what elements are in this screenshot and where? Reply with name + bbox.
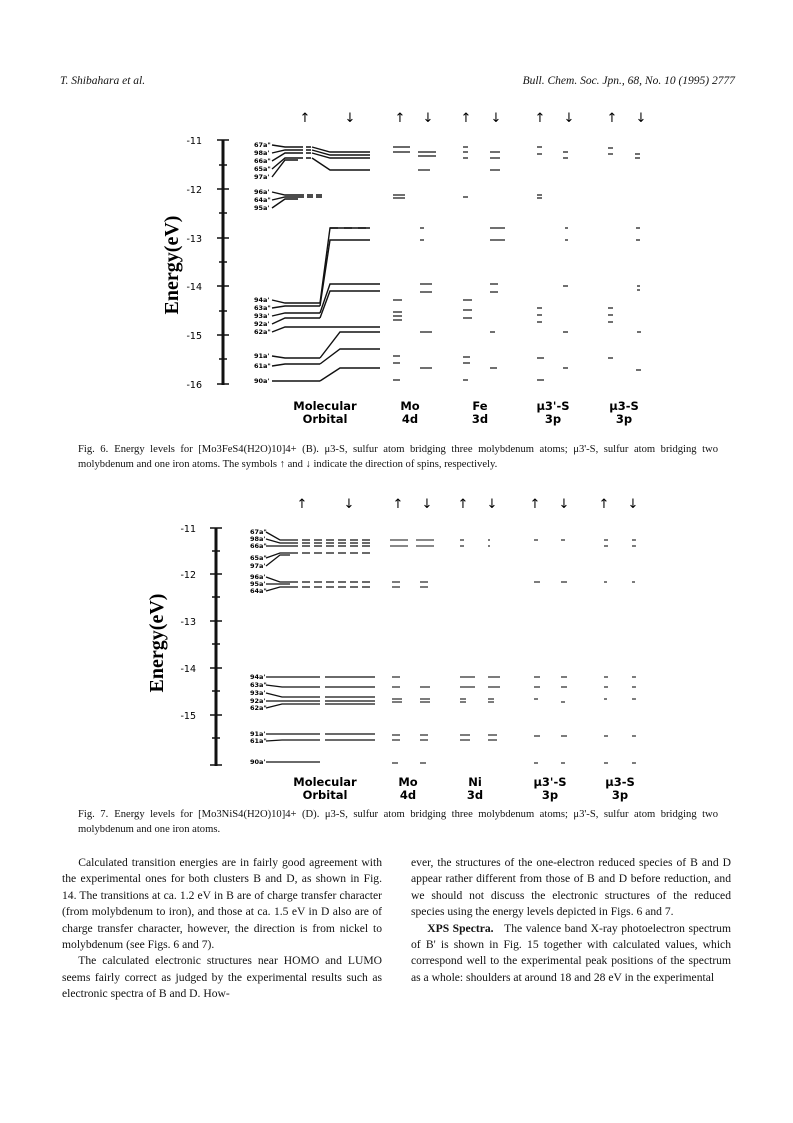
y-tick-label: -13 <box>186 234 202 245</box>
orbital-label: 98a' <box>254 149 270 157</box>
column-label: Ni <box>468 775 482 789</box>
column-label: Orbital <box>302 412 348 426</box>
orbital-label: 98a' <box>250 535 266 543</box>
column-label: Molecular <box>293 775 357 789</box>
spin-arrows <box>297 497 639 512</box>
running-header-left: T. Shibahara et al. <box>60 75 146 87</box>
orbital-label: 92a' <box>250 697 266 705</box>
column-label: μ3-S <box>605 775 635 789</box>
spin-down-arrow: ↓ <box>490 111 502 126</box>
column-label: Molecular <box>293 399 357 413</box>
orbital-label: 91a' <box>250 730 266 738</box>
orbital-label: 62a" <box>250 704 267 712</box>
figure-6-energy-diagram <box>0 100 793 440</box>
orbital-label: 61a" <box>254 362 271 370</box>
figure-7-energy-diagram <box>0 488 793 808</box>
column-label: Orbital <box>302 788 348 802</box>
spin-up-arrow: ↑ <box>606 111 618 126</box>
orbital-label: 97a' <box>254 173 270 181</box>
spin-up-arrow: ↑ <box>598 497 610 512</box>
running-header-right: Bull. Chem. Soc. Jpn., 68, No. 10 (1995) 2777 <box>522 75 735 87</box>
column-label: μ3-S <box>609 399 639 413</box>
paragraph: Calculated transition energies are in fairly good agreement with the experimental ones for both clusters B and D, as shown in Fig. 14. The transitions at ca. 1.2 eV in B are of charge transfer character (from molybdenum to iron), and those at ca. 1.5 eV in D also are of charge transfer character, however, the direction is from nickel to molybdenum (see Figs. 6 and 7). <box>62 856 382 952</box>
orbital-label: 67a" <box>250 528 267 536</box>
spin-up-arrow: ↑ <box>299 111 311 126</box>
orbital-label: 95a' <box>250 580 266 588</box>
energy-level-lines <box>272 145 641 381</box>
y-tick-label: -15 <box>186 331 202 342</box>
column-label: 3d <box>466 788 484 802</box>
orbital-label: 92a' <box>254 320 270 328</box>
paragraph: ever, the structures of the one-electron reduced species of B and D appear rather different from those of B and D before reduction, and we should not discuss the electronic structures of the reduced species using the energy levels depicted in Figs. 6 and 7. <box>411 856 731 919</box>
y-tick-label: -11 <box>186 136 202 147</box>
spin-down-arrow: ↓ <box>486 497 498 512</box>
body-column-right <box>411 855 731 986</box>
orbital-labels <box>250 528 267 766</box>
column-label: Fe <box>472 399 488 413</box>
column-labels <box>293 399 639 426</box>
orbital-label: 90a' <box>250 758 266 766</box>
column-label: 3d <box>471 412 489 426</box>
column-label: 3p <box>615 412 633 426</box>
caption-text: Energy levels for [Mo3NiS4(H2O)10]4+ (D). μ3-S, sulfur atom bridging three molybdenum atoms; μ3'-S, sulfur atom bridging two molybdenum and one iron atoms. <box>78 809 719 835</box>
column-label: 4d <box>399 788 417 802</box>
caption-label: Fig. 6. <box>78 444 109 455</box>
orbital-label: 62a" <box>254 328 271 336</box>
orbital-label: 67a" <box>254 141 271 149</box>
figure-6-caption <box>78 442 718 472</box>
spin-up-arrow: ↑ <box>457 497 469 512</box>
y-axis-label: Energy(eV) <box>161 215 183 315</box>
spin-down-arrow: ↓ <box>344 111 356 126</box>
paragraph-text: The valence band X-ray photoelectron spectrum of B' is shown in Fig. 15 together with calculated values, which correspond well to the experimental peak positions of the spectrum as a whole: shoulders at around 18 and 28 eV in the experimental <box>411 921 731 984</box>
orbital-label: 97a' <box>250 562 266 570</box>
orbital-label: 63a" <box>254 304 271 312</box>
orbital-label: 66a" <box>250 542 267 550</box>
y-axis <box>161 136 229 391</box>
column-label: Mo <box>400 399 420 413</box>
orbital-label: 61a" <box>250 737 267 745</box>
orbital-label: 64a" <box>254 196 271 204</box>
y-tick-label: -16 <box>186 380 202 391</box>
energy-level-lines <box>266 532 636 763</box>
y-tick-label: -15 <box>180 711 196 722</box>
orbital-label: 95a' <box>254 204 270 212</box>
orbital-label: 93a' <box>254 312 270 320</box>
column-label: 3p <box>544 412 562 426</box>
section-heading: XPS Spectra. <box>427 921 494 935</box>
y-tick-label: -12 <box>180 570 196 581</box>
spin-down-arrow: ↓ <box>422 111 434 126</box>
y-tick-label: -13 <box>180 617 196 628</box>
spin-down-arrow: ↓ <box>421 497 433 512</box>
column-label: 3p <box>611 788 629 802</box>
spin-arrows <box>300 111 647 126</box>
paragraph: The calculated electronic structures near HOMO and LUMO seems fairly correct as judged by the experimental results such as electronic spectra of B and D. How- <box>62 954 382 1001</box>
orbital-label: 64a" <box>250 587 267 595</box>
spin-up-arrow: ↑ <box>394 111 406 126</box>
figure-7-caption <box>78 807 718 837</box>
column-label: 3p <box>541 788 559 802</box>
y-axis <box>146 524 222 766</box>
spin-down-arrow: ↓ <box>627 497 639 512</box>
spin-up-arrow: ↑ <box>460 111 472 126</box>
orbital-label: 96a' <box>250 573 266 581</box>
column-label: μ3'-S <box>533 775 567 789</box>
y-tick-label: -12 <box>186 185 202 196</box>
spin-down-arrow: ↓ <box>558 497 570 512</box>
spin-up-arrow: ↑ <box>534 111 546 126</box>
orbital-label: 93a' <box>250 689 266 697</box>
caption-text: Energy levels for [Mo3FeS4(H2O)10]4+ (B). μ3-S, sulfur atom bridging three molybdenum atoms; μ3'-S, sulfur atom bridging two molybdenum and one iron atoms. The symbols ↑ and ↓ indicate the direction of spins, respectively. <box>78 444 718 470</box>
column-labels <box>293 775 635 802</box>
y-tick-label: -14 <box>186 282 202 293</box>
paragraph-xps <box>411 921 731 987</box>
caption-label: Fig. 7. <box>78 809 109 820</box>
spin-down-arrow: ↓ <box>343 497 355 512</box>
spin-up-arrow: ↑ <box>529 497 541 512</box>
orbital-label: 65a" <box>254 165 271 173</box>
column-label: Mo <box>398 775 418 789</box>
body-column-left <box>62 855 382 1003</box>
spin-up-arrow: ↑ <box>392 497 404 512</box>
spin-up-arrow: ↑ <box>296 497 308 512</box>
orbital-label: 94a' <box>254 296 270 304</box>
y-tick-label: -11 <box>180 524 196 535</box>
orbital-label: 91a' <box>254 352 270 360</box>
orbital-label: 94a' <box>250 673 266 681</box>
spin-down-arrow: ↓ <box>635 111 647 126</box>
y-tick-label: -14 <box>180 664 196 675</box>
orbital-label: 63a" <box>250 681 267 689</box>
y-axis-label: Energy(eV) <box>146 593 168 693</box>
spin-down-arrow: ↓ <box>563 111 575 126</box>
orbital-label: 65a" <box>250 554 267 562</box>
orbital-label: 96a' <box>254 188 270 196</box>
column-label: 4d <box>401 412 419 426</box>
orbital-labels <box>254 141 271 385</box>
orbital-label: 90a' <box>254 377 270 385</box>
orbital-label: 66a" <box>254 157 271 165</box>
column-label: μ3'-S <box>536 399 570 413</box>
